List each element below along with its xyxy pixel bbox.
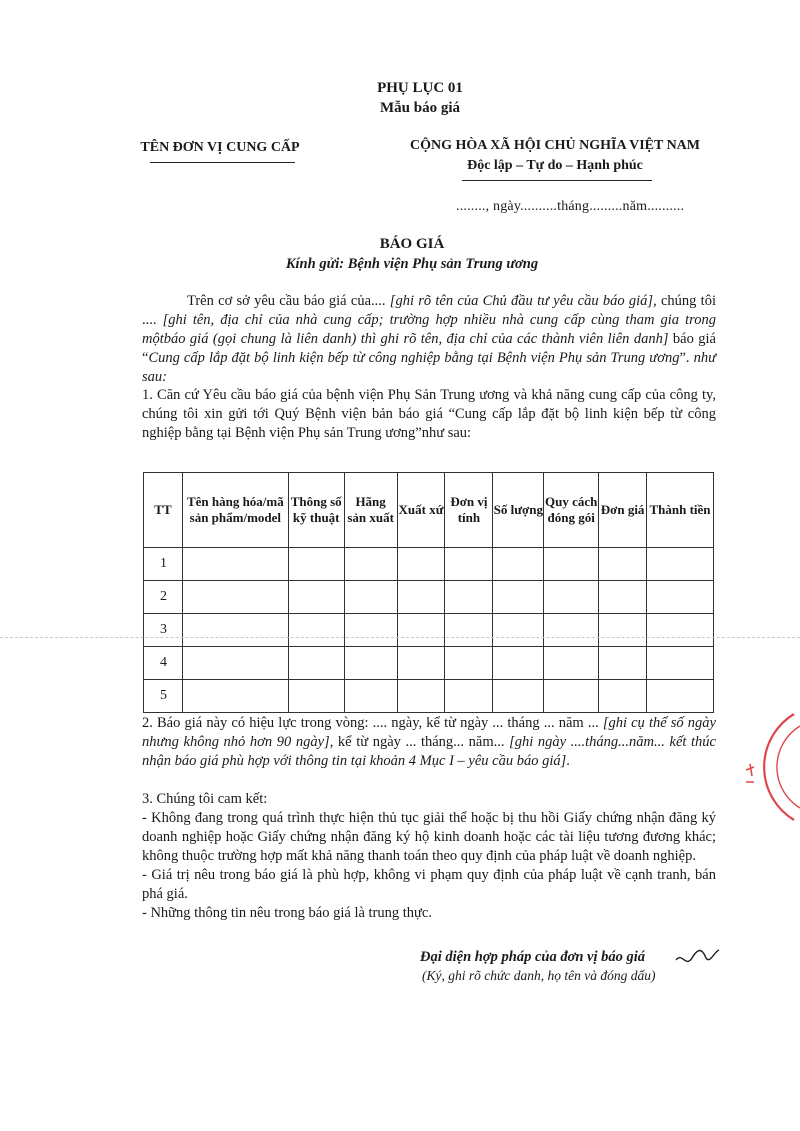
appendix-title: PHỤ LỤC 01 (377, 80, 463, 96)
date-line: ........, ngày..........tháng.........năm.......... (456, 199, 685, 214)
intro-placeholder-supplier: [ghi tên, địa chỉ của nhà cung cấp; trường hợp nhiều nhà cung cấp cùng tham gia trong mộtbáo giá (gọi chung là liên danh) thì ghi rõ tên, địa chỉ của các thành viên liên danh] (142, 312, 716, 347)
motto-underline (462, 180, 652, 181)
commitment-item: - Giá trị nêu trong báo giá là phù hợp, không vi phạm quy định của pháp luật về cạnh tranh, bán phá giá. (142, 867, 716, 902)
table-row (144, 680, 714, 713)
row-number: 3 (144, 614, 183, 647)
item-2-paragraph (142, 714, 716, 771)
header-specs: Thông số kỹ thuật (288, 473, 344, 548)
intro-paragraph (142, 292, 716, 387)
signature-scribble-icon (672, 942, 722, 972)
item-2-placeholder-days: [ghi cụ thể số ngày nhưng không nhỏ hơn 90 ngày] (142, 715, 716, 750)
header-unit: Đơn vị tính (445, 473, 493, 548)
header-unit-price: Đơn giá (599, 473, 647, 548)
national-motto: Độc lập – Tự do – Hạnh phúc (467, 158, 643, 173)
intro-text: như sau: (142, 350, 717, 385)
quote-table (143, 472, 714, 713)
intro-placeholder-investor: [ghi rõ tên của Chủ đầu tư yêu cầu báo giá] (389, 293, 654, 309)
addressee: Kính gửi: Bệnh viện Phụ sản Trung ương (285, 256, 539, 272)
intro-text: Trên cơ sở yêu cầu báo giá của.... (187, 293, 390, 309)
intro-text: , chúng tôi .... (142, 293, 716, 328)
commitment-item: - Không đang trong quá trình thực hiện thủ tục giải thể hoặc bị thu hồi Giấy chứng nhận đăng ký doanh nghiệp hoặc Giấy chứng nhận đăng ký hộ kinh doanh hoặc các tài liệu tương đương khác; không thuộc trường hợp mất khả năng thanh toán theo quy định của pháp luật về doanh nghiệp. (142, 810, 716, 864)
row-number: 2 (144, 581, 183, 614)
row-number: 5 (144, 680, 183, 713)
header-total: Thành tiền (647, 473, 714, 548)
item-2-text: . (566, 753, 570, 769)
supplier-name: TÊN ĐƠN VỊ CUNG CẤP (140, 140, 300, 155)
commitment-item: - Những thông tin nêu trong báo giá là trung thực. (142, 905, 432, 921)
intro-text: ”. (679, 350, 694, 366)
intro-text: báo giá “ (142, 331, 716, 366)
signature-note: (Ký, ghi rõ chức danh, họ tên và đóng dấu) (422, 968, 656, 983)
item-2-text: , kể từ ngày ... tháng... năm... (329, 734, 510, 750)
table-row (144, 581, 714, 614)
table-row (144, 614, 714, 647)
scan-artifact-line (0, 637, 800, 638)
appendix-subtitle: Mẫu báo giá (379, 100, 460, 116)
header-tt: TT (144, 473, 183, 548)
republic-heading: CỘNG HÒA XÃ HỘI CHỦ NGHĨA VIỆT NAM (409, 138, 700, 153)
item-1-paragraph: 1. Căn cứ Yêu cầu báo giá của bệnh viện Phụ Sản Trung ương và khả năng cung cấp của công ty, chúng tôi xin gửi tới Quý Bệnh viện bản báo giá “Cung cấp lắp đặt bộ linh kiện bếp từ công nghiệp bằng tại Bệnh viện Phụ sản Trung ương”như sau: (142, 387, 716, 441)
header-origin: Xuất xứ (397, 473, 445, 548)
table-header-row (144, 473, 714, 548)
item-3-heading: 3. Chúng tôi cam kết: (142, 791, 268, 807)
header-quantity: Số lượng (493, 473, 544, 548)
row-number: 4 (144, 647, 183, 680)
supplier-underline (150, 162, 295, 163)
commitment-list (142, 809, 716, 923)
item-2-placeholder-date: [ghi ngày ....tháng...năm... kết thúc nhận báo giá phù hợp với thông tin tại khoản 4 Mục I – yêu cầu báo giá] (142, 734, 716, 769)
stamp-icon (724, 712, 800, 822)
intro-project-name: Cung cấp lắp đặt bộ linh kiện bếp từ công nghiệp bằng tại Bệnh viện Phụ sản Trung ương (148, 350, 680, 366)
signature-title: Đại diện hợp pháp của đơn vị báo giá (420, 949, 646, 965)
table-row (144, 548, 714, 581)
item-2-text: 2. Báo giá này có hiệu lực trong vòng: .... ngày, kể từ ngày ... tháng ... năm ... (142, 715, 603, 731)
quote-title: BÁO GIÁ (379, 236, 445, 252)
row-number: 1 (144, 548, 183, 581)
header-packaging: Quy cách đóng gói (544, 473, 599, 548)
header-product-name: Tên hàng hóa/mã sản phẩm/model (182, 473, 288, 548)
header-manufacturer: Hãng sản xuất (344, 473, 397, 548)
table-row (144, 647, 714, 680)
